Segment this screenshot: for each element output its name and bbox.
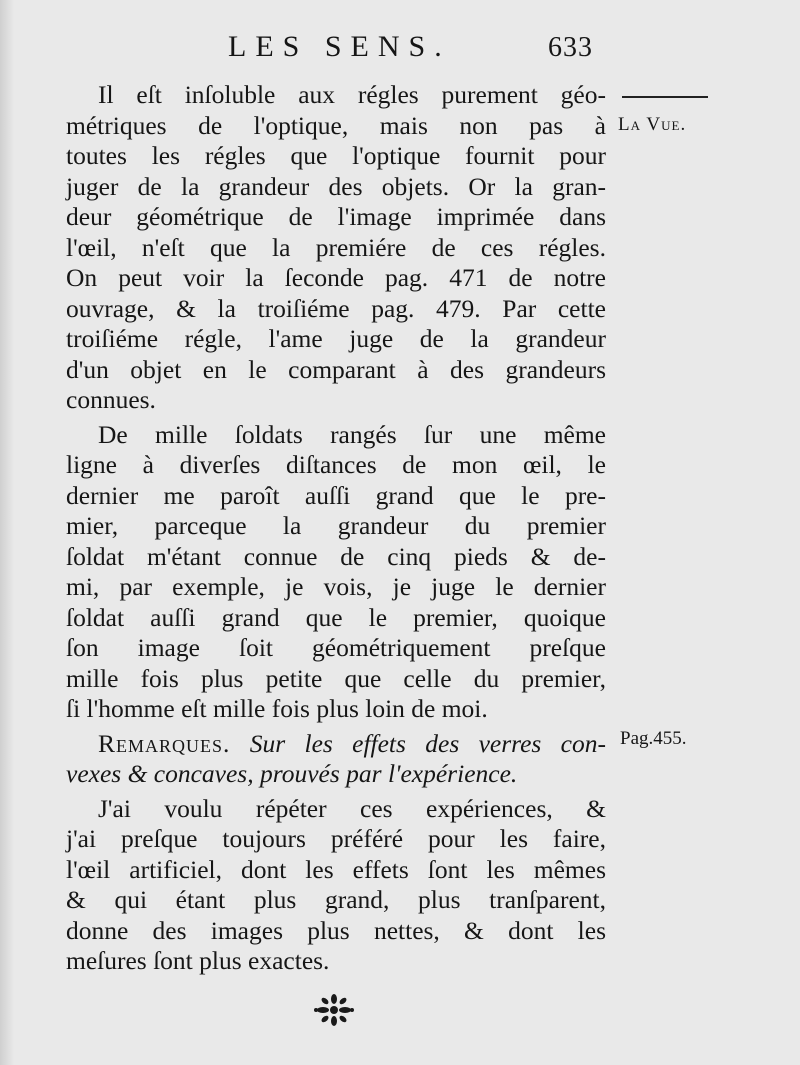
running-head-title: LES SENS. — [228, 30, 451, 63]
page-number: 633 — [548, 32, 593, 63]
text-line: ſi l'homme eſt mille fois plus loin de moi. — [66, 694, 488, 723]
text-line: ſoldat m'étant connue de cinq pieds & de- — [66, 541, 606, 571]
text-line: ſon image ſoit géométriquement preſque — [66, 633, 606, 662]
text-line: deur géométrique de l'image imprimée dans — [66, 202, 606, 231]
text-line: ſoldat auſſi grand que le premier, quoique — [66, 602, 606, 632]
text-line: ligne à diverſes diſtances de mon œil, le — [66, 450, 606, 479]
remarques-subtitle: Sur les effets des verres con- — [249, 728, 606, 758]
text-line: mi, par exemple, je vois, je juge le dernier — [66, 572, 606, 601]
remarques-line-1 — [66, 729, 606, 760]
text-line: De mille ſoldats rangés ſur une même — [98, 419, 606, 449]
text-line: métriques de l'optique, mais non pas à — [66, 110, 606, 140]
text-line: On peut voir la ſeconde pag. 471 de notre — [66, 263, 606, 292]
text-line: donne des images plus nettes, & dont les — [66, 915, 606, 945]
remarques-line-2: vexes & concaves, prouvés par l'expérience. — [66, 759, 518, 788]
text-line: J'ai voulu répéter ces expériences, & — [98, 793, 606, 823]
text-line: connues. — [66, 385, 156, 414]
floral-tailpiece-icon — [312, 992, 356, 1028]
margin-rule — [622, 96, 708, 98]
margin-note-page-reference: Pag.455. — [620, 728, 687, 749]
body-text — [66, 80, 606, 977]
paragraph-2 — [66, 420, 606, 725]
text-line: troiſiéme régle, l'ame juge de la grandeur — [66, 324, 606, 353]
text-line: mille fois plus petite que celle du premier, — [66, 663, 606, 693]
text-line: d'un objet en le comparant à des grandeurs — [66, 354, 606, 384]
text-line: mier, parceque la grandeur du premier — [66, 511, 606, 540]
paragraph-1 — [66, 80, 606, 416]
text-line: juger de la grandeur des objets. Or la gran- — [66, 171, 606, 201]
remarques-heading: Remarques. — [98, 728, 231, 758]
running-head — [0, 30, 800, 70]
margin-note-la-vue: La Vue. — [618, 114, 687, 135]
text-line: ouvrage, & la troiſiéme pag. 479. Par cette — [66, 293, 606, 323]
text-line: l'œil artificiel, dont les effets ſont les mêmes — [66, 854, 606, 884]
text-line: l'œil, n'eſt que la premiére de ces régles. — [66, 232, 606, 262]
text-line: & qui étant plus grand, plus tranſparent, — [66, 885, 606, 914]
paragraph-3 — [66, 794, 606, 977]
text-line: meſures ſont plus exactes. — [66, 946, 330, 975]
text-line: j'ai preſque toujours préféré pour les faire, — [66, 824, 606, 853]
text-line: toutes les régles que l'optique fournit pour — [66, 141, 606, 170]
remarques-section — [66, 729, 606, 790]
text-line: Il eſt inſoluble aux régles purement géo- — [98, 80, 606, 109]
text-line: dernier me paroît auſſi grand que le pre- — [66, 480, 606, 510]
